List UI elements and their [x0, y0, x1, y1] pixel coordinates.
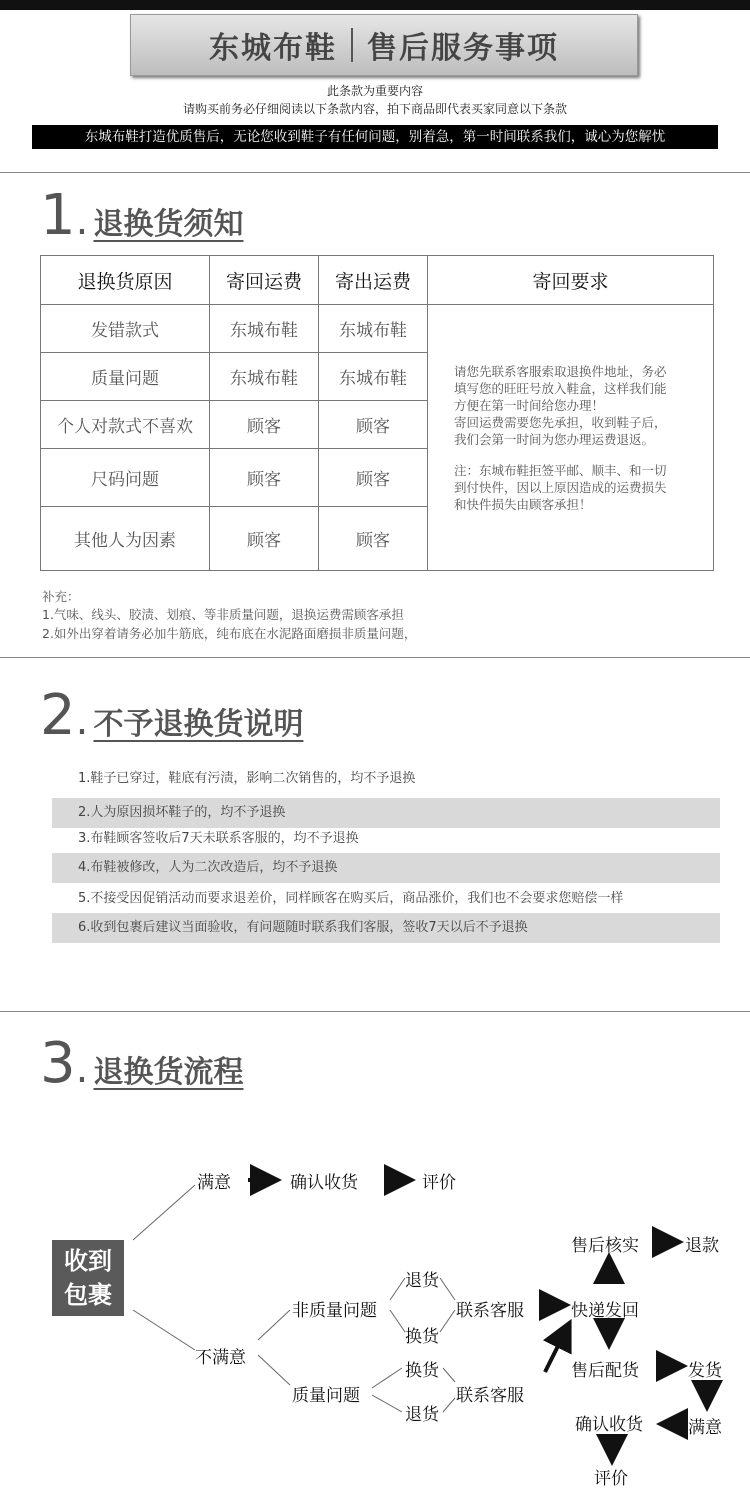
supplement-item: 2.如外出穿着请务必加牛筋底，纯布底在水泥路面磨损非质量问题，	[42, 626, 417, 641]
section-number: 2	[40, 683, 76, 748]
page-title: 售后服务事项	[367, 31, 559, 66]
reason-cell: 质量问题	[41, 353, 210, 401]
reason-cell: 其他人为因素	[41, 507, 210, 571]
section-number: 1	[40, 183, 76, 248]
section-title: 不予退换货说明	[93, 707, 304, 742]
requirement-line: 填写您的旺旺号放入鞋盒，这样我们能	[454, 380, 667, 396]
policy-item: 4.布鞋被修改，人为二次改造后，均不予退换	[52, 853, 720, 883]
policy-item: 1.鞋子已穿过，鞋底有污渍，影响二次销售的，均不予退换	[78, 771, 416, 786]
col-header: 寄回运费	[210, 256, 319, 305]
section-1-heading: 1. 退换货须知	[40, 183, 244, 248]
section-number: 3	[40, 1031, 76, 1096]
branch-line	[258, 1355, 290, 1385]
node-refund: 退款	[685, 1236, 719, 1256]
node-ship-back: 快递发回	[571, 1301, 639, 1321]
ship-fee-cell: 东城布鞋	[319, 353, 428, 401]
flow-connectors	[0, 1150, 750, 1500]
ship-fee-cell: 顾客	[319, 507, 428, 571]
node-confirm: 确认收货	[290, 1173, 358, 1193]
return-policy-table	[40, 255, 714, 571]
branch-line	[390, 1278, 405, 1300]
node-return: 退货	[405, 1405, 439, 1425]
arrow-diagonal	[545, 1326, 568, 1372]
section-3-heading: 3. 退换货流程	[40, 1031, 244, 1096]
node-verify: 售后核实	[571, 1236, 639, 1256]
section-2-heading: 2. 不予退换货说明	[40, 683, 304, 748]
policy-item: 6.收到包裹后建议当面验收，有问题随时联系我们客服，签收7天以后不予退换	[52, 913, 720, 943]
node-contact: 联系客服	[456, 1301, 524, 1321]
reason-cell: 尺码问题	[41, 449, 210, 507]
node-review: 评价	[594, 1469, 628, 1489]
notice-line-2: 请购买前务必仔细阅读以下条款内容，拍下商品即代表买家同意以下条款	[182, 102, 567, 116]
brand-name: 东城布鞋	[209, 31, 337, 66]
requirement-line: 到付快件，因以上原因造成的运费损失	[454, 479, 667, 495]
branch-line	[440, 1310, 455, 1332]
ship-fee-cell: 东城布鞋	[319, 305, 428, 353]
table-header-row	[41, 256, 714, 305]
requirement-line: 和快件损失由顾客承担！	[454, 496, 592, 512]
return-fee-cell: 东城布鞋	[210, 305, 319, 353]
ship-fee-cell: 顾客	[319, 449, 428, 507]
node-review: 评价	[422, 1173, 456, 1193]
section-title: 退换货流程	[93, 1055, 244, 1090]
branch-line	[443, 1398, 455, 1412]
requirement-line: 寄回运费需要您先承担，收到鞋子后，	[454, 414, 667, 430]
reason-cell: 发错款式	[41, 305, 210, 353]
reason-cell: 个人对款式不喜欢	[41, 401, 210, 449]
branch-line	[440, 1278, 455, 1300]
policy-item: 2.人为原因损坏鞋子的，均不予退换	[52, 798, 720, 828]
requirement-line: 方便在第一时间给您办理！	[454, 397, 605, 413]
ship-fee-cell: 顾客	[319, 401, 428, 449]
return-fee-cell: 顾客	[210, 401, 319, 449]
policy-item: 3.布鞋顾客签收后7天未联系客服的，均不予退换	[78, 831, 359, 846]
node-exchange: 换货	[405, 1361, 439, 1381]
node-satisfied: 满意	[688, 1418, 722, 1438]
requirement-line: 请您先联系客服索取退换件地址，务必	[454, 363, 667, 379]
branch-line	[258, 1310, 290, 1340]
notice-line-1: 此条款为重要内容	[326, 84, 423, 98]
return-fee-cell: 顾客	[210, 449, 319, 507]
return-fee-cell: 东城布鞋	[210, 353, 319, 401]
node-exchange: 换货	[405, 1327, 439, 1347]
node-deliver: 发货	[688, 1361, 722, 1381]
table-row	[41, 305, 714, 353]
header-banner	[130, 14, 638, 76]
branch-line	[390, 1310, 405, 1332]
branch-line	[133, 1310, 195, 1350]
branch-line	[372, 1395, 402, 1412]
col-header: 退换货原因	[41, 256, 210, 305]
col-header: 寄回要求	[428, 256, 714, 305]
divider	[0, 657, 750, 658]
branch-line	[133, 1185, 195, 1240]
supplement-item: 1.气味、线头、胶渍、划痕、等非质量问题，退换运费需顾客承担	[42, 607, 404, 622]
service-banner: 东城布鞋打造优质售后，无论您收到鞋子有任何问题，别着急，第一时间联系我们，诚心为您解忧	[32, 125, 718, 149]
supplement-label: 补充：	[42, 589, 80, 604]
node-after-sales-ship: 售后配货	[571, 1361, 639, 1381]
requirements-cell	[428, 305, 714, 571]
node-non-quality: 非质量问题	[292, 1301, 377, 1321]
col-header: 寄出运费	[319, 256, 428, 305]
node-satisfied: 满意	[197, 1173, 231, 1193]
requirement-line: 我们会第一时间为您办理运费退返。	[454, 431, 655, 447]
node-quality: 质量问题	[292, 1386, 360, 1406]
start-box	[52, 1240, 124, 1316]
node-confirm: 确认收货	[575, 1415, 643, 1435]
top-bar	[0, 0, 750, 10]
divider	[0, 1011, 750, 1012]
node-return: 退货	[405, 1271, 439, 1291]
divider	[0, 172, 750, 173]
title-separator	[351, 28, 353, 62]
requirement-line: 注：东城布鞋拒签平邮、顺丰、和一切	[454, 462, 667, 478]
policy-item: 5.不接受因促销活动而要求退差价，同样顾客在购买后，商品涨价，我们也不会要求您赔偿一样	[78, 891, 624, 906]
return-fee-cell: 顾客	[210, 507, 319, 571]
branch-line	[443, 1368, 455, 1382]
start-line: 收到	[64, 1246, 112, 1275]
node-unsatisfied: 不满意	[195, 1348, 246, 1368]
node-contact: 联系客服	[456, 1386, 524, 1406]
section-title: 退换货须知	[93, 207, 244, 242]
branch-line	[372, 1368, 402, 1388]
start-line: 包裹	[64, 1280, 112, 1309]
